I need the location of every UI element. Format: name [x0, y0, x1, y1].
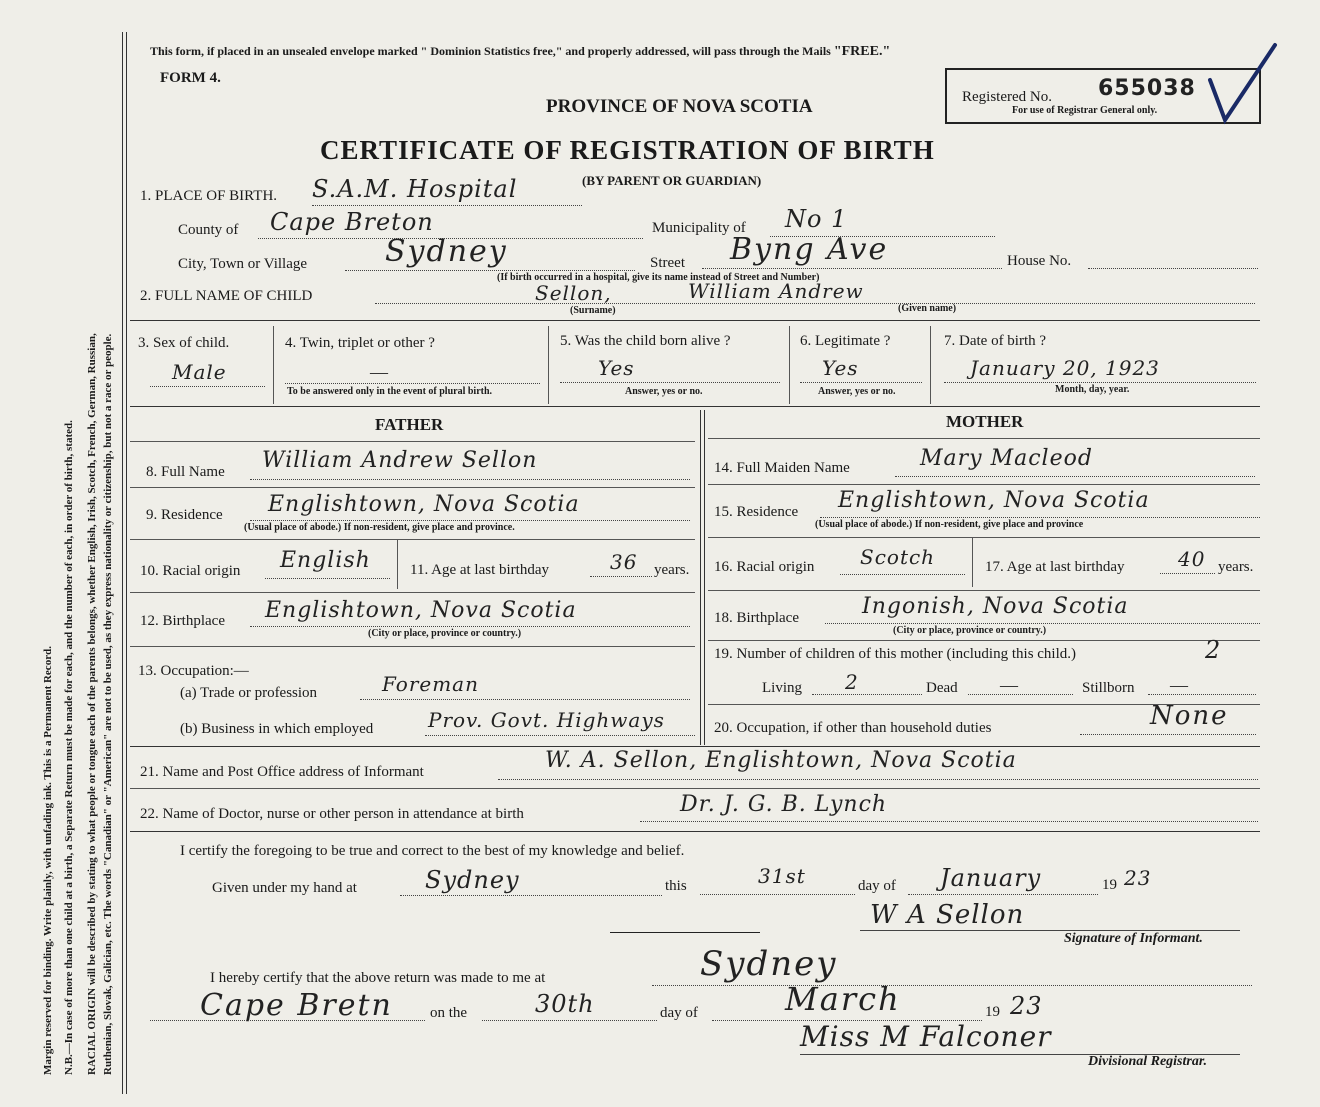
divider — [548, 326, 549, 404]
dob-label: 7. Date of birth ? — [944, 333, 1047, 349]
hospital-note: (If birth occurred in a hospital, give its name instead of Street and Number) — [497, 272, 820, 283]
mail-note-text: This form, if placed in an unsealed envelope marked " Dominion Statistics free," and properly addressed, will pass through the Mails — [150, 44, 834, 58]
checkmark-icon — [1205, 40, 1285, 130]
margin-note-1: Margin reserved for binding. Write plainly, with unfading ink. This is a Permanent Record. — [42, 646, 54, 1075]
doctor-value: Dr. J. G. B. Lynch — [680, 792, 888, 817]
divider — [708, 438, 1260, 439]
father-residence-value: Englishtown, Nova Scotia — [268, 492, 580, 517]
dob-line — [944, 382, 1256, 383]
legitimate-line — [800, 382, 922, 383]
county-label: County of — [178, 222, 239, 238]
street-value: Byng Ave — [730, 232, 889, 267]
binding-rule — [122, 32, 123, 1094]
dead-value: — — [1000, 675, 1018, 695]
registrar-day-value: 30th — [535, 990, 595, 1018]
divider — [700, 410, 701, 745]
city-label: City, Town or Village — [178, 256, 308, 272]
province-heading: PROVINCE OF NOVA SCOTIA — [546, 96, 813, 117]
margin-note-2: N.B.—In case of more than one child at a birth, a Separate Return must be made for each, and the number of each, in order of birth, stated. — [63, 420, 75, 1075]
house-number-label: House No. — [1007, 253, 1072, 269]
stillborn-line — [1148, 694, 1256, 695]
given-year-prefix: 19 — [1102, 877, 1117, 893]
divider — [273, 326, 274, 404]
twin-label: 4. Twin, triplet or other ? — [285, 335, 435, 351]
place-of-birth-value: S.A.M. Hospital — [312, 175, 518, 203]
given-year-value: 23 — [1124, 866, 1152, 890]
document-subtitle: (BY PARENT OR GUARDIAN) — [582, 173, 762, 188]
divider — [704, 410, 705, 745]
business-line — [425, 735, 695, 736]
this-label: this — [665, 878, 687, 894]
given-place-line — [400, 895, 662, 896]
mother-residence-line — [820, 517, 1260, 518]
street-line — [702, 268, 1002, 269]
margin-note-4: Ruthenian, Slovak, Galician, etc. The words "Canadian" or "American" are not to be used, as they express nationality or citizenship, but not a race or people. — [102, 333, 114, 1075]
divider — [708, 640, 1260, 641]
children-count-label: 19. Number of children of this mother (including this child.) — [714, 646, 1077, 662]
father-age-unit: years. — [654, 562, 690, 578]
dob-value: January 20, 1923 — [970, 356, 1160, 380]
child-name-label: 2. FULL NAME OF CHILD — [140, 288, 313, 304]
father-residence-line — [250, 520, 690, 521]
divider — [708, 484, 1260, 485]
mother-age-value: 40 — [1178, 547, 1206, 571]
registered-number: 655038 — [1098, 76, 1196, 101]
on-the-label: on the — [430, 1005, 468, 1021]
mother-birthplace-label: 18. Birthplace — [714, 610, 799, 626]
mail-note-free: "FREE." — [833, 44, 891, 59]
father-age-value: 36 — [610, 550, 638, 574]
business-value: Prov. Govt. Highways — [428, 708, 665, 732]
mother-name-label: 14. Full Maiden Name — [714, 460, 850, 476]
father-birthplace-line — [250, 626, 690, 627]
occupation-label: 13. Occupation:— — [138, 663, 249, 679]
sex-value: Male — [172, 360, 227, 384]
mother-age-label: 17. Age at last birthday — [985, 559, 1125, 575]
legitimate-label: 6. Legitimate ? — [800, 333, 891, 349]
divider — [708, 537, 1260, 538]
father-name-label: 8. Full Name — [146, 464, 225, 480]
place-of-birth-label: 1. PLACE OF BIRTH. — [140, 188, 278, 204]
dead-line — [968, 694, 1073, 695]
trade-value: Foreman — [382, 672, 479, 696]
place-of-birth-line — [312, 205, 582, 206]
this-day-line — [700, 894, 855, 895]
father-racial-line — [265, 578, 390, 579]
alive-line — [560, 382, 780, 383]
mother-birthplace-line — [825, 623, 1260, 624]
mother-racial-line — [840, 574, 965, 575]
mother-occupation-label: 20. Occupation, if other than household duties — [714, 720, 992, 736]
father-birthplace-value: Englishtown, Nova Scotia — [265, 598, 577, 623]
trade-label: (a) Trade or profession — [180, 685, 318, 701]
surname-caption: (Surname) — [570, 305, 616, 316]
registrar-month-value: March — [785, 980, 901, 1018]
alive-note: Answer, yes or no. — [625, 386, 703, 397]
mother-residence-value: Englishtown, Nova Scotia — [838, 488, 1150, 513]
legitimate-value: Yes — [822, 356, 859, 380]
divider — [130, 831, 1260, 832]
binding-rule-inner — [126, 32, 127, 1094]
father-age-line — [590, 576, 652, 577]
divider — [130, 592, 695, 593]
municipality-label: Municipality of — [652, 220, 746, 236]
divider — [397, 539, 398, 589]
father-name-line — [250, 479, 690, 480]
divider — [130, 646, 695, 647]
divider — [930, 326, 931, 404]
registered-label: Registered No. — [962, 89, 1052, 105]
children-count-value: 2 — [1205, 636, 1222, 664]
informant-line — [498, 779, 1258, 780]
given-place-value: Sydney — [425, 866, 520, 894]
registrar-signature: Miss M Falconer — [800, 1020, 1052, 1053]
divider — [130, 441, 695, 442]
divider — [130, 788, 1260, 789]
mother-birthplace-value: Ingonish, Nova Scotia — [862, 594, 1129, 619]
mother-name-value: Mary Macleod — [920, 446, 1093, 471]
informant-label: 21. Name and Post Office address of Informant — [140, 764, 424, 780]
dob-note: Month, day, year. — [1055, 384, 1130, 395]
sex-line — [150, 386, 265, 387]
mother-heading: MOTHER — [946, 412, 1024, 431]
father-heading: FATHER — [375, 415, 444, 434]
legitimate-note: Answer, yes or no. — [818, 386, 896, 397]
living-label: Living — [762, 680, 802, 696]
municipality-value: No 1 — [785, 205, 848, 233]
form-number: FORM 4. — [160, 70, 221, 86]
child-name-line — [375, 303, 1255, 304]
given-name-caption: (Given name) — [898, 303, 957, 314]
registrar-caption: Divisional Registrar. — [1088, 1054, 1208, 1069]
mother-birthplace-note: (City or place, province or country.) — [893, 625, 1047, 636]
father-racial-value: English — [280, 548, 371, 573]
given-month-value: January — [940, 864, 1042, 892]
registrar-county-value: Cape Bretn — [200, 988, 393, 1023]
day-of-label: day of — [858, 878, 896, 894]
mail-note — [150, 44, 890, 60]
father-name-value: William Andrew Sellon — [262, 448, 538, 473]
divider — [708, 590, 1260, 591]
child-surname-value: Sellon, — [535, 281, 612, 305]
mother-occupation-line — [1080, 734, 1256, 735]
registrar-year-value: 23 — [1010, 992, 1043, 1020]
document-title: CERTIFICATE OF REGISTRATION OF BIRTH — [320, 135, 935, 165]
informant-value: W. A. Sellon, Englishtown, Nova Scotia — [545, 748, 1017, 773]
dead-label: Dead — [926, 680, 958, 696]
registrar-note: For use of Registrar General only. — [1012, 105, 1158, 116]
given-under-label: Given under my hand at — [212, 880, 357, 896]
mother-racial-value: Scotch — [860, 545, 936, 569]
signature-caption: Signature of Informant. — [1064, 931, 1203, 946]
twin-value: — — [370, 362, 388, 382]
informant-signature: W A Sellon — [870, 900, 1025, 930]
registrar-day-of-label: day of — [660, 1005, 698, 1021]
father-age-label: 11. Age at last birthday — [410, 562, 549, 578]
twin-line — [285, 383, 540, 384]
registrar-statement: I hereby certify that the above return was made to me at — [210, 970, 546, 986]
mother-occupation-value: None — [1150, 701, 1229, 731]
father-racial-label: 10. Racial origin — [140, 563, 241, 579]
father-birthplace-label: 12. Birthplace — [140, 613, 225, 629]
registrar-place-value: Sydney — [700, 944, 838, 984]
mother-name-line — [895, 476, 1255, 477]
given-month-line — [908, 894, 1098, 895]
sex-label: 3. Sex of child. — [138, 335, 230, 351]
registrar-day-line — [482, 1020, 657, 1021]
stillborn-label: Stillborn — [1082, 680, 1135, 696]
registrar-county-line — [150, 1020, 425, 1021]
twin-note: To be answered only in the event of plural birth. — [287, 386, 493, 397]
mother-residence-note: (Usual place of abode.) If non-resident, give place and province — [815, 519, 1084, 530]
divider — [130, 406, 1260, 407]
trade-line — [360, 699, 690, 700]
divider — [789, 326, 790, 404]
street-label: Street — [650, 255, 685, 271]
registrar-year-prefix: 19 — [985, 1004, 1000, 1020]
divider — [130, 487, 695, 488]
margin-note-3: RACIAL ORIGIN will be described by stating to what people or tongue each of the parents belongs, whether English, Irish, Scotch, French, German, Russian, — [86, 333, 98, 1075]
father-birthplace-note: (City or place, province or country.) — [368, 628, 522, 639]
signature-line — [610, 932, 760, 933]
city-value: Sydney — [385, 234, 508, 269]
child-given-value: William Andrew — [688, 279, 864, 303]
alive-value: Yes — [598, 356, 635, 380]
father-residence-label: 9. Residence — [146, 507, 223, 523]
county-value: Cape Breton — [270, 208, 434, 236]
mother-racial-label: 16. Racial origin — [714, 559, 815, 575]
divider — [972, 537, 973, 587]
this-day-value: 31st — [758, 864, 806, 888]
mother-age-line — [1160, 573, 1215, 574]
living-line — [812, 694, 922, 695]
business-label: (b) Business in which employed — [180, 721, 374, 737]
living-value: 2 — [845, 670, 859, 694]
divider — [130, 539, 695, 540]
divider — [130, 320, 1260, 321]
house-number-line — [1088, 268, 1258, 269]
stillborn-value: — — [1170, 675, 1188, 695]
alive-label: 5. Was the child born alive ? — [560, 333, 731, 349]
doctor-label: 22. Name of Doctor, nurse or other person in attendance at birth — [140, 806, 524, 822]
certify-statement: I certify the foregoing to be true and correct to the best of my knowledge and belief. — [180, 843, 685, 859]
doctor-line — [640, 821, 1258, 822]
mother-age-unit: years. — [1218, 559, 1254, 575]
city-line — [345, 270, 635, 271]
divider — [130, 746, 1260, 747]
registrar-place-line — [652, 985, 1252, 986]
mother-residence-label: 15. Residence — [714, 504, 799, 520]
father-residence-note: (Usual place of abode.) If non-resident, give place and province. — [244, 522, 515, 533]
